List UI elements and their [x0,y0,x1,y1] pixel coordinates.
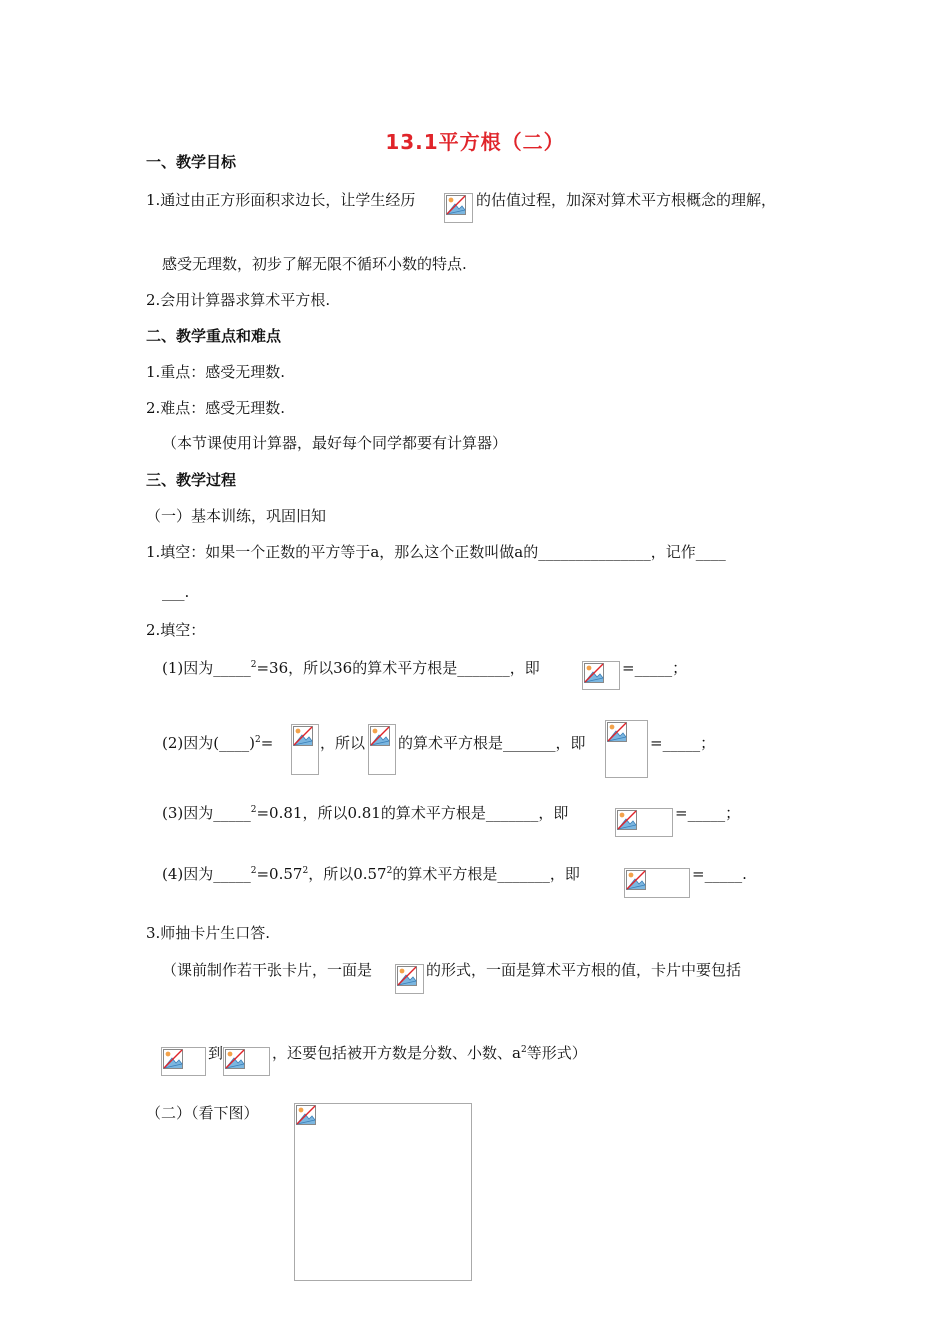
q2-2-text-a: (2)因为(____) [162,734,255,752]
q3-note-text-c: 到 [208,1044,224,1062]
figure-image-placeholder [294,1103,472,1281]
q3-note-text-d: ，还要包括被开方数是分数、小数、a [272,1044,521,1062]
goal-1-text-b: 的估值过程，加深对算术平方根概念的理解， [476,191,777,209]
subsection-1-heading: （一）基本训练，巩固旧知 [146,507,327,525]
superscript-2: 2 [250,660,257,670]
q2-2-line [162,733,273,753]
superscript-2: 2 [302,866,309,876]
fraction-image-placeholder [368,724,396,775]
question-3-text: 3.师抽卡片生口答. [146,924,271,942]
q3-note-text-a: （课前制作若干张卡片，一面是 [162,961,373,979]
card-range-start-image [161,1047,206,1076]
broken-image-icon [163,1049,183,1069]
sqrt-image-placeholder [444,193,473,223]
q3-note-text-e: 等形式） [526,1044,587,1062]
q2-1-text-a: (1)因为_____ [162,659,251,677]
q2-2-text-d: 的算术平方根是_______，即 [398,734,586,752]
question-1-text-a: 1.填空：如果一个正数的平方等于a，那么这个正数叫做a的_______________，记作____ [146,543,726,561]
q2-4-text-e: =_____. [692,865,747,883]
difficulty-text: 2.难点：感受无理数. [146,399,286,417]
goal-1-text-c: 感受无理数，初步了解无限不循环小数的特点. [162,255,467,273]
q2-2-text-b: = [260,734,274,752]
goal-2-text: 2.会用计算器求算术平方根. [146,291,331,309]
q2-3-line [162,803,568,823]
q3-note-line-2 [272,1043,587,1063]
q2-2-text-c: ，所以 [320,734,366,752]
subsection-2-heading: （二）（看下图） [146,1104,259,1122]
broken-image-icon [607,722,627,742]
q2-1-text-c: =_____； [622,659,688,677]
q2-3-text-b: =0.81，所以0.81的算术平方根是_______，即 [256,804,569,822]
superscript-2: 2 [254,735,261,745]
sqrt-image-placeholder [582,661,620,690]
page-title: 13.1平方根（二） [385,130,565,154]
broken-image-icon [446,195,466,215]
q3-note-text-b: 的形式，一面是算术平方根的值，卡片中要包括 [426,961,742,979]
question-2-text: 2.填空： [146,621,206,639]
question-1-text-b: ___. [162,583,190,601]
broken-image-icon [584,663,604,683]
sqrt-image-placeholder [624,868,690,898]
q2-1-text-b: =36，所以36的算术平方根是_______，即 [256,659,540,677]
section-heading-process: 三、教学过程 [146,471,237,489]
superscript-2: 2 [250,805,257,815]
superscript-2: 2 [250,866,257,876]
q2-3-text-a: (3)因为_____ [162,804,251,822]
key-point-text: 1.重点：感受无理数. [146,363,286,381]
card-range-end-image [223,1047,270,1076]
calculator-note: （本节课使用计算器，最好每个同学都要有计算器） [162,434,508,452]
q2-2-text-e: =_____； [650,734,716,752]
q2-4-text-d: 的算术平方根是_______，即 [392,865,580,883]
section-heading-goals: 一、教学目标 [146,153,237,171]
sqrt-a-image-placeholder [395,964,424,994]
broken-image-icon [370,726,390,746]
q2-3-text-c: =_____； [675,804,741,822]
q2-1-line [162,658,540,678]
superscript-2: 2 [520,1045,527,1055]
broken-image-icon [225,1049,245,1069]
sqrt-fraction-image-placeholder [605,720,648,778]
broken-image-icon [397,966,417,986]
q2-4-line [162,864,580,884]
broken-image-icon [617,810,637,830]
broken-image-icon [626,870,646,890]
superscript-2: 2 [386,866,393,876]
q2-4-text-a: (4)因为_____ [162,865,251,883]
fraction-image-placeholder [291,724,319,775]
goal-1-text-a: 1.通过由正方形面积求边长，让学生经历 [146,191,416,209]
sqrt-image-placeholder [615,808,673,837]
q2-4-text-c: ，所以0.57 [308,865,387,883]
broken-image-icon [296,1105,316,1125]
section-heading-key-points: 二、教学重点和难点 [146,327,282,345]
broken-image-icon [293,726,313,746]
q2-4-text-b: =0.57 [256,865,303,883]
